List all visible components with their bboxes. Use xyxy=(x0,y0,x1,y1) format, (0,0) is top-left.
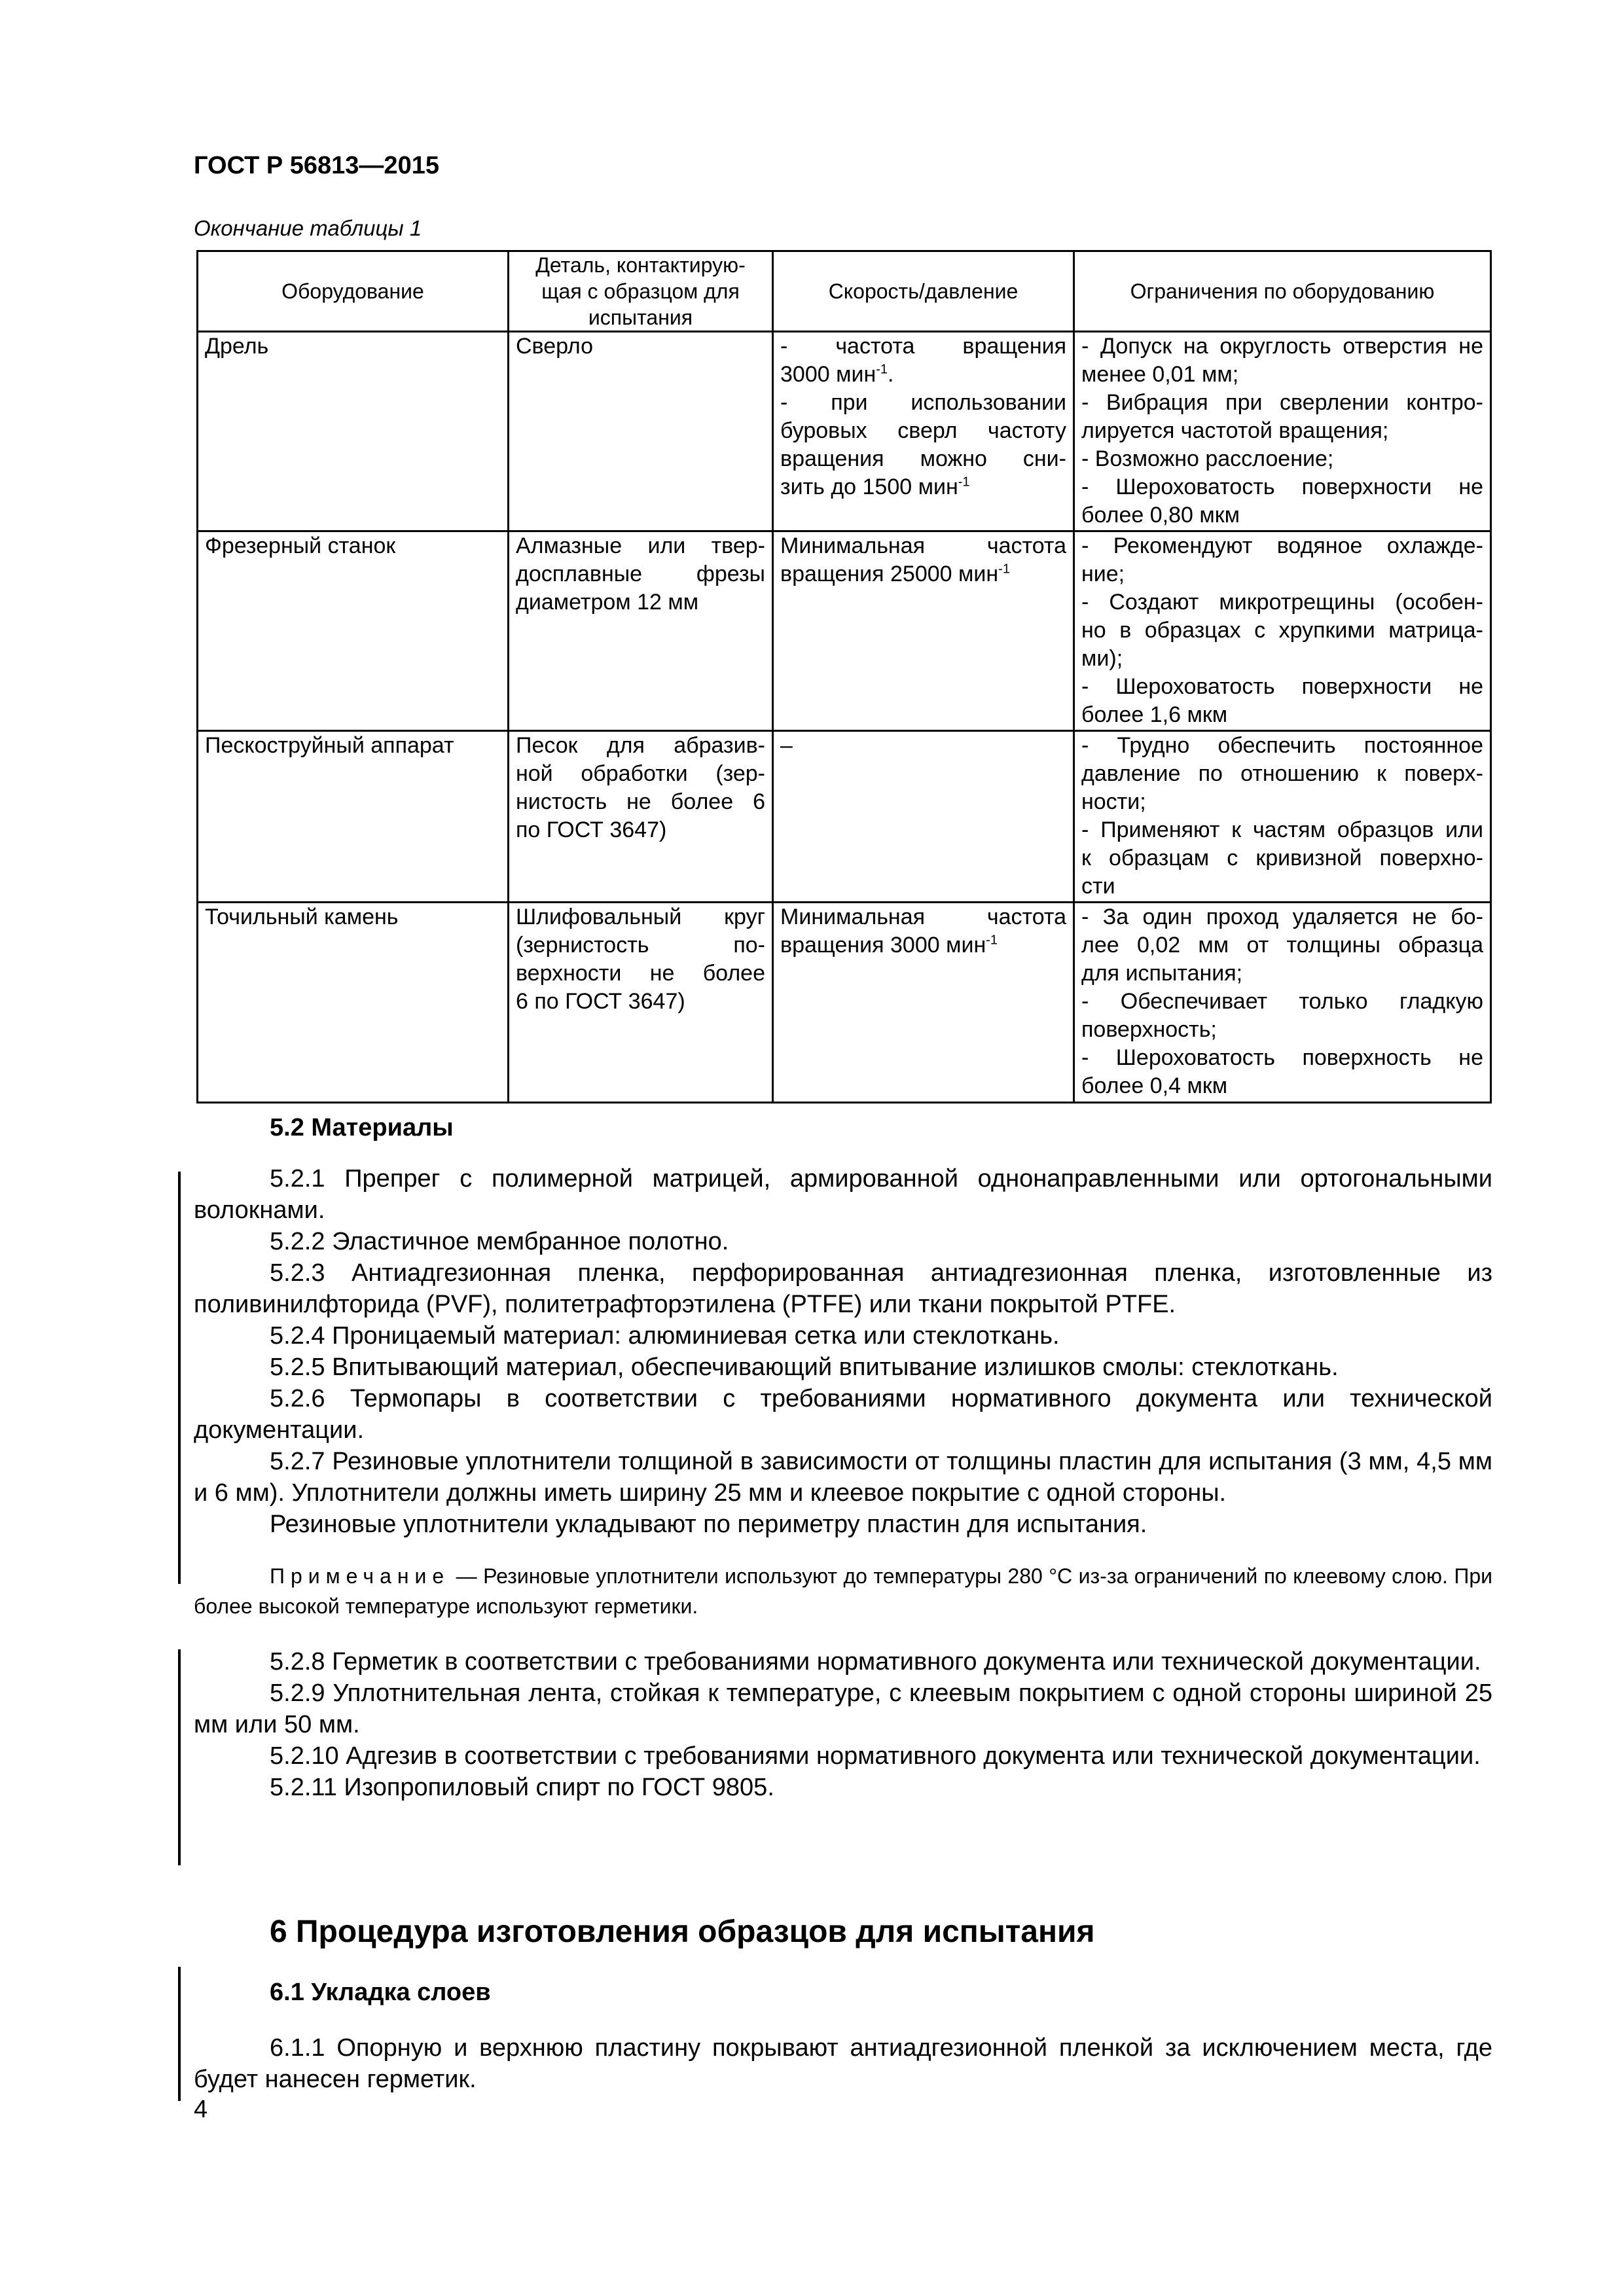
cell-line: Шлифовальный круг xyxy=(516,905,765,929)
cell-line: - Применяют к частям образцов или xyxy=(1081,817,1483,842)
cell-line: - За один проход удаляется не бо- xyxy=(1081,905,1483,929)
cell-part xyxy=(509,903,773,1103)
cell-line: - частота вращения xyxy=(780,334,1066,359)
paragraph: 5.2.8 Герметик в соответствии с требованиями нормативного документа или технической документации. xyxy=(270,1648,1481,1676)
cell-line: ной обработки (зер- xyxy=(516,761,765,786)
change-bar xyxy=(178,1967,181,2101)
cell-line: Минимальная частота xyxy=(780,905,1066,929)
note-text: — Резиновые уплотнители используют до температуры 280 °С из-за ограничений по клеевому слою. При более высокой температуре используют герметики. xyxy=(194,1564,1492,1618)
cell-line: лируется частотой вращения; xyxy=(1081,418,1389,443)
change-bar xyxy=(178,1649,181,1865)
cell-equipment: Точильный камень xyxy=(198,903,509,1103)
paragraph: 5.2.7 Резиновые уплотнители толщиной в зависимости от толщины пластин для испытания (3 мм, 4,5 мм и 6 мм). Уплотнители должны иметь ширину 25 мм и клеевое покрытие с одной стороны. xyxy=(194,1448,1492,1507)
speed-text: вращения 25000 мин xyxy=(780,562,999,586)
cell-line: давление по отношению к поверх- xyxy=(1081,761,1483,786)
change-bar xyxy=(178,1172,181,1584)
paragraph: 5.2.9 Уплотнительная лента, стойкая к температуре, с клеевым покрытием с одной стороны шириной 25 мм или 50 мм. xyxy=(194,1679,1492,1738)
note-label: Примечание xyxy=(270,1564,450,1588)
cell-line: - при использовании xyxy=(780,390,1066,415)
cell-line: к образцам с кривизной поверхно- xyxy=(1081,846,1483,870)
section-heading-6-1: 6.1 Укладка слоев xyxy=(270,1979,491,2006)
cell-speed xyxy=(773,332,1074,531)
cell-line: - Обеспечивает только гладкую xyxy=(1081,989,1483,1014)
cell-line: Минимальная частота xyxy=(780,533,1066,558)
cell-part xyxy=(509,731,773,903)
table-row xyxy=(198,531,1491,731)
cell-line: Сверло xyxy=(516,334,594,359)
cell-line: менее 0,01 мм; xyxy=(1081,362,1239,387)
column-header: Оборудование xyxy=(198,251,509,332)
paragraph: 5.2.1 Препрег с полимерной матрицей, армированной однонаправленными или ортогональными волокнами. xyxy=(194,1165,1492,1224)
cell-line: (зернистость по- xyxy=(516,933,765,958)
cell-speed xyxy=(773,903,1074,1103)
paragraph: 5.2.4 Проницаемый материал: алюминиевая сетка или стеклоткань. xyxy=(270,1322,1060,1350)
cell-equipment: Фрезерный станок xyxy=(198,531,509,731)
cell-line: сти xyxy=(1081,874,1115,899)
cell-line: Алмазные или твер- xyxy=(516,533,765,558)
cell-line: поверхность; xyxy=(1081,1017,1217,1042)
speed-text: вращения 3000 мин xyxy=(780,933,986,958)
cell-speed xyxy=(773,731,1074,903)
paragraph: 5.2.10 Адгезив в соответствии с требованиями нормативного документа или технической документации. xyxy=(270,1742,1481,1770)
superscript: -1 xyxy=(986,933,998,948)
equipment-table xyxy=(196,250,1492,1103)
cell-part xyxy=(509,332,773,531)
cell-line: более 0,4 мкм xyxy=(1081,1073,1228,1098)
paragraph: 5.2.6 Термопары в соответствии с требованиями нормативного документа или технической документации. xyxy=(194,1385,1492,1444)
table-caption: Окончание таблицы 1 xyxy=(194,216,422,240)
paragraph: 6.1.1 Опорную и верхнюю пластину покрывают антиадгезионной пленкой за исключением места, где будет нанесен герметик. xyxy=(194,2034,1492,2093)
cell-line: нистость не более 6 xyxy=(516,789,765,814)
cell-speed xyxy=(773,531,1074,731)
cell-line: буровых сверл частоту xyxy=(780,418,1066,443)
cell-line xyxy=(780,931,1066,960)
cell-line: – xyxy=(780,733,793,758)
superscript: -1 xyxy=(998,562,1010,577)
cell-line: - Шероховатость поверхности не xyxy=(1081,674,1483,699)
column-header: Скорость/давление xyxy=(773,251,1074,332)
paragraph: 5.2.11 Изопропиловый спирт по ГОСТ 9805. xyxy=(270,1774,774,1801)
speed-text: 3000 мин xyxy=(780,362,876,387)
cell-equipment: Дрель xyxy=(198,332,509,531)
speed-text: зить до 1500 мин xyxy=(780,475,958,499)
table-header-row xyxy=(198,251,1491,332)
punctuation: . xyxy=(888,362,894,387)
cell-line: - Рекомендуют водяное охлажде- xyxy=(1081,533,1483,558)
cell-line: но в образцах с хрупкими матрица- xyxy=(1081,618,1483,643)
page-number: 4 xyxy=(194,2096,208,2123)
cell-line: вращения можно сни- xyxy=(780,446,1066,471)
cell-line: Песок для абразив- xyxy=(516,733,765,758)
cell-line: верхности не более xyxy=(516,961,765,986)
cell-line: для испытания; xyxy=(1081,961,1243,986)
table-row xyxy=(198,731,1491,903)
table-row xyxy=(198,332,1491,531)
cell-line: по ГОСТ 3647) xyxy=(516,817,667,842)
cell-part xyxy=(509,531,773,731)
cell-line: досплавные фрезы xyxy=(516,562,765,586)
section-6-text xyxy=(194,2032,1492,2095)
section-heading-5-2: 5.2 Материалы xyxy=(270,1114,454,1141)
paragraph: 5.2.2 Эластичное мембранное полотно. xyxy=(270,1228,729,1255)
superscript: -1 xyxy=(876,362,888,377)
cell-limits xyxy=(1074,531,1491,731)
note xyxy=(194,1561,1492,1621)
cell-line: - Вибрация при сверлении контро- xyxy=(1081,390,1483,415)
section-heading-6: 6 Процедура изготовления образцов для испытания xyxy=(270,1914,1095,1949)
cell-limits xyxy=(1074,731,1491,903)
cell-line: - Шероховатость поверхность не xyxy=(1081,1045,1483,1070)
cell-line: лее 0,02 мм от толщины образца xyxy=(1081,933,1483,958)
column-header: Деталь, контактирую-щая с образцом для испытания xyxy=(509,251,773,332)
cell-line: диаметром 12 мм xyxy=(516,590,699,615)
cell-limits xyxy=(1074,332,1491,531)
cell-line xyxy=(780,560,1066,588)
cell-line: ности; xyxy=(1081,789,1146,814)
column-header: Ограничения по оборудованию xyxy=(1074,251,1491,332)
cell-line: ние; xyxy=(1081,562,1125,586)
cell-line: более 0,80 мкм xyxy=(1081,503,1240,528)
cell-line xyxy=(780,361,1066,389)
cell-line: ми); xyxy=(1081,646,1123,671)
materials-list xyxy=(194,1163,1492,1540)
cell-line: - Создают микротрещины (особен- xyxy=(1081,590,1483,615)
cell-equipment: Пескоструйный аппарат xyxy=(198,731,509,903)
cell-line: более 1,6 мкм xyxy=(1081,702,1228,727)
cell-limits xyxy=(1074,903,1491,1103)
cell-line: - Возможно расслоение; xyxy=(1081,446,1334,471)
cell-line: - Допуск на округлость отверстия не xyxy=(1081,334,1483,359)
cell-line xyxy=(780,473,1066,501)
document-header: ГОСТ Р 56813—2015 xyxy=(194,152,439,179)
materials-list-continued xyxy=(194,1646,1492,1803)
superscript: -1 xyxy=(958,475,970,490)
paragraph: 5.2.5 Впитывающий материал, обеспечивающий впитывание излишков смолы: стеклоткань. xyxy=(270,1354,1339,1381)
table-row xyxy=(198,903,1491,1103)
cell-line: 6 по ГОСТ 3647) xyxy=(516,989,685,1014)
paragraph: 5.2.3 Антиадгезионная пленка, перфорированная антиадгезионная пленка, изготовленные из поливинилфторида (PVF), политетрафторэтилена (PTFE) или ткани покрытой PTFE. xyxy=(194,1259,1492,1318)
cell-line: - Трудно обеспечить постоянное xyxy=(1081,733,1483,758)
paragraph: Резиновые уплотнители укладывают по периметру пластин для испытания. xyxy=(270,1511,1147,1538)
cell-line: - Шероховатость поверхности не xyxy=(1081,475,1483,499)
